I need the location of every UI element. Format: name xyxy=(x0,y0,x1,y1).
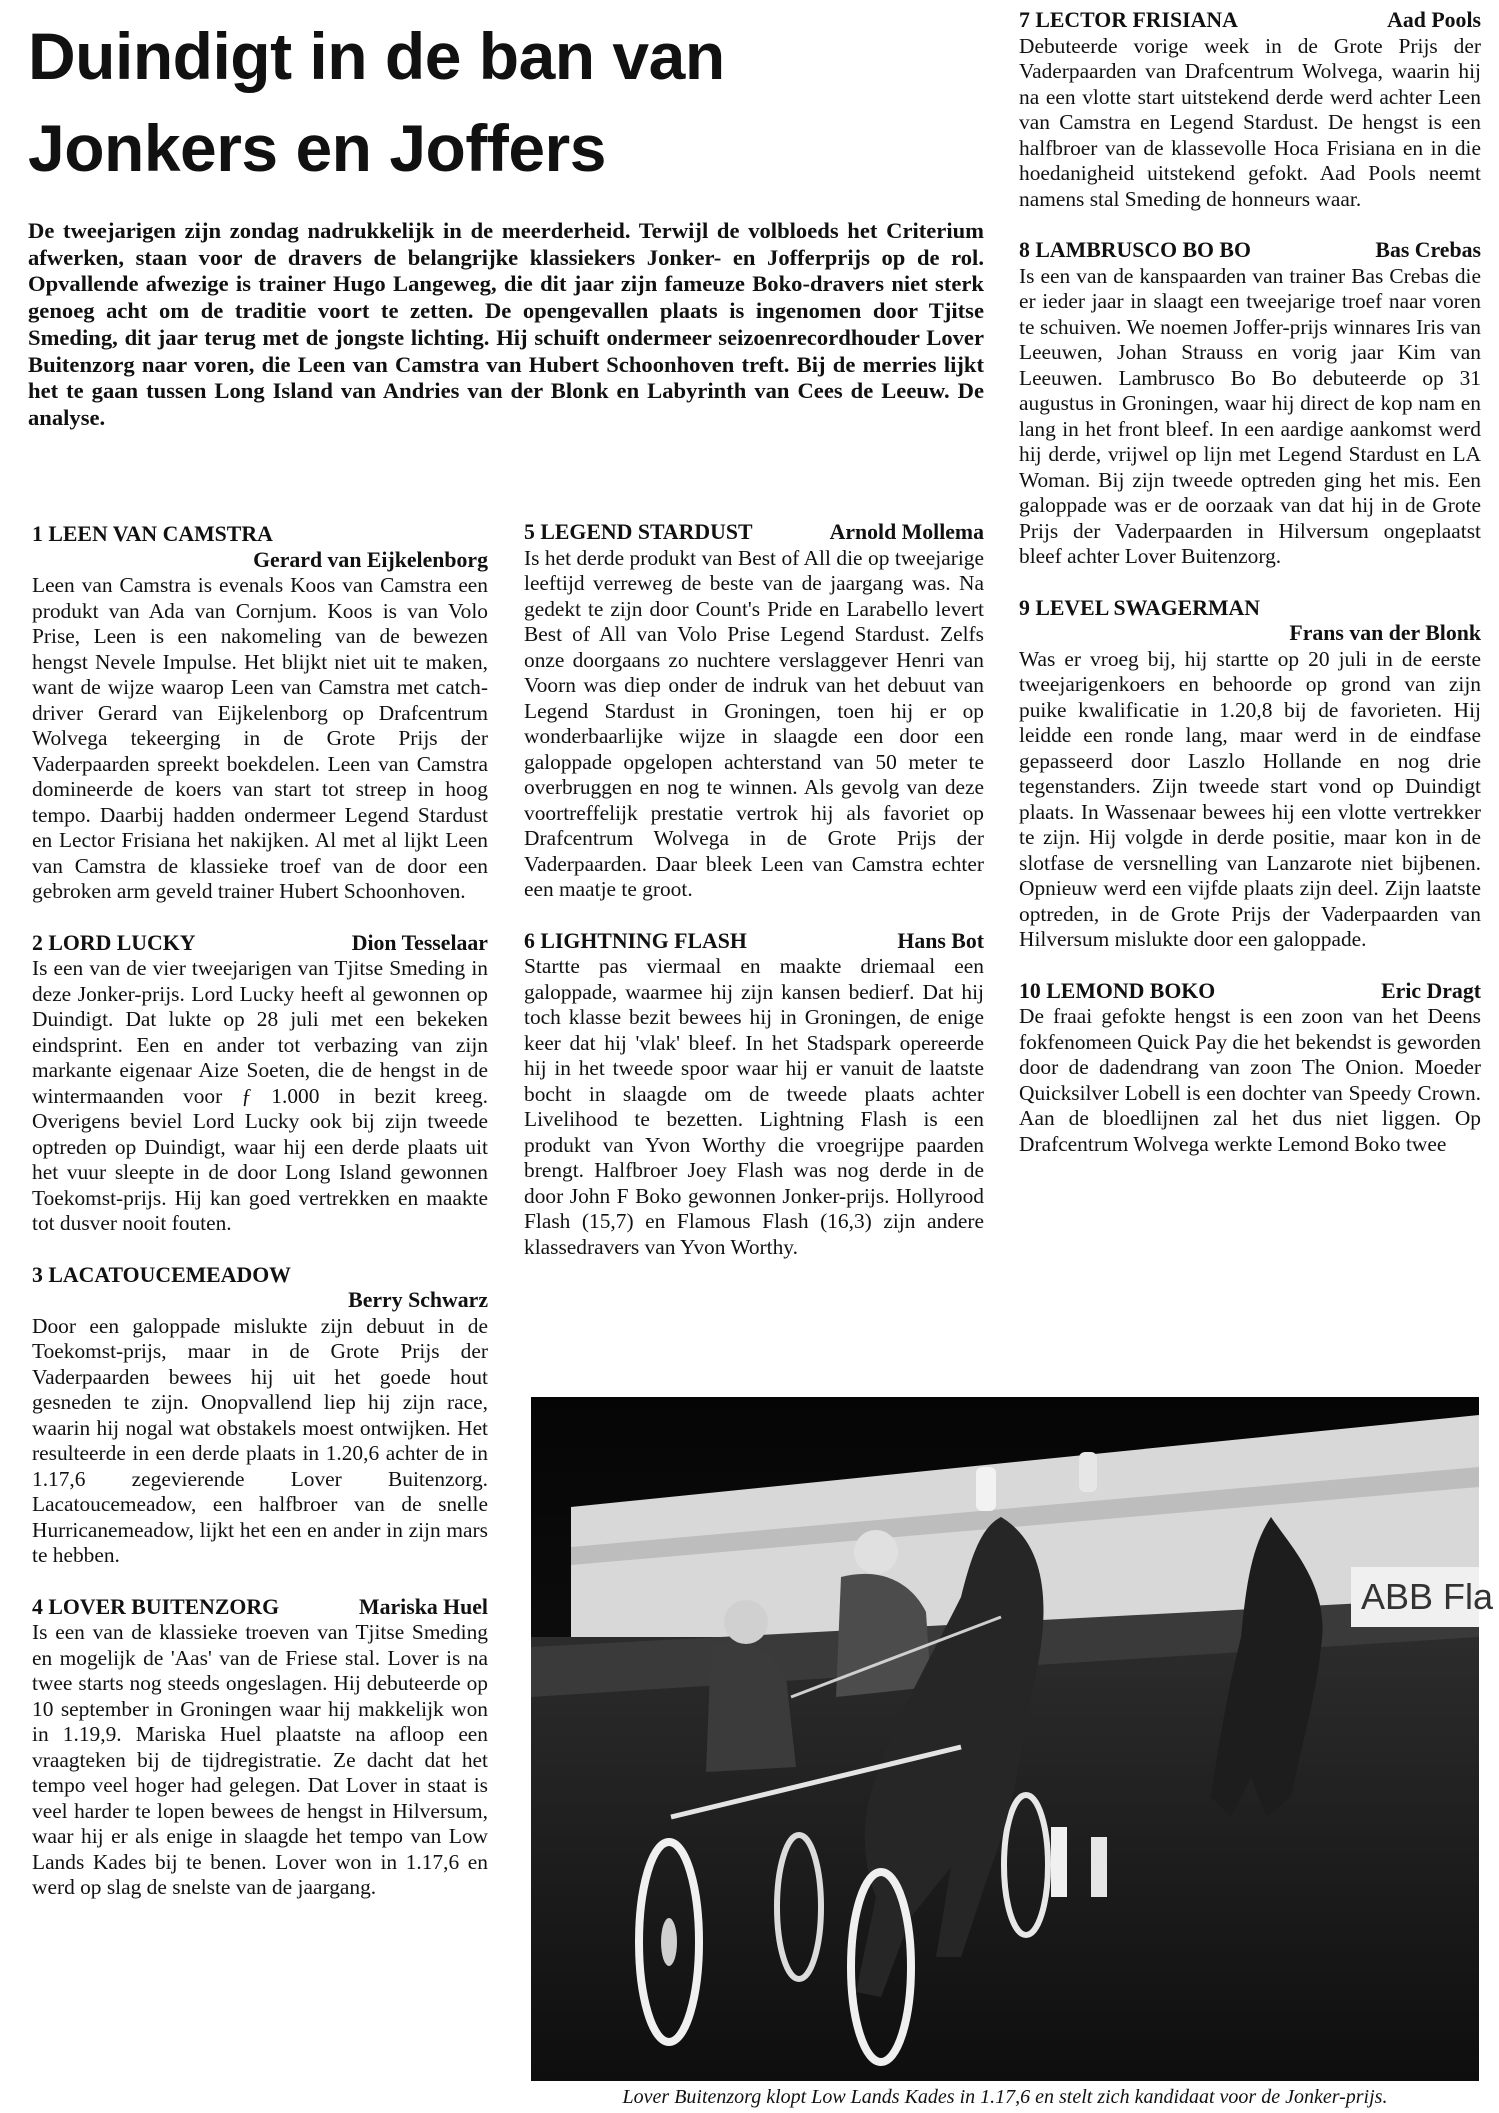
entry-driver: Hans Bot xyxy=(897,928,984,953)
entry-2 xyxy=(32,931,488,1237)
intro-paragraph: De tweejarigen zijn zondag nadrukkelijk in de meerderheid. Terwijl de volbloeds het Criterium afwerken, staan voor de dravers de belangrijke klassiekers Jonker- en Jofferprijs op de rol. Opvallende afwezige is trainer Hugo Langeweg, die dit jaar zijn fameuze Boko-dravers niet sterk genoeg acht om de traditie voort te zetten. De opengevallen plaats is ingenomen door Tjitse Smeding, dit jaar terug met de jongste lichting. Hij schuift ondermeer seizoenrecordhouder Lover Buitenzorg naar voren, die Leen van Camstra van Hubert Schoonhoven treft. Bij de merries lijkt het te gaan tussen Long Island van Andries van der Blonk en Labyrinth van Cees de Leeuw. De analyse. xyxy=(28,218,984,430)
entry-text: Is een van de vier tweejarigen van Tjitse Smeding in deze Jonker-prijs. Lord Lucky heeft al gewonnen op Duindigt. Dat lukte op 28 juli met een bekeken eindsprint. Een en ander tot verbazing van zijn markante eigenaar Aize Soeten, die de hengst in de wintermaanden voor ƒ 1.000 in bezit kreeg. Overigens beviel Lord Lucky ook bij zijn tweede optreden op Duindigt, waar hij een derde plaats uit het vuur sleepte in de door Long Island gewonnen Toekomst-prijs. Hij kan goed vertrekken en maakte tot dusver nooit fouten. xyxy=(32,956,488,1235)
entry-title: 5 LEGEND STARDUST xyxy=(524,520,753,544)
entry-driver: Dion Tesselaar xyxy=(351,930,488,955)
entry-5 xyxy=(524,520,984,903)
entry-header xyxy=(1019,979,1481,1005)
entry-driver: Mariska Huel xyxy=(359,1594,488,1619)
photo-caption: Lover Buitenzorg klopt Low Lands Kades in 1.17,6 en stelt zich kandidaat voor de Jonker-prijs. xyxy=(622,2086,1388,2108)
entry-driver: Bas Crebas xyxy=(1375,238,1481,262)
entry-title: 4 LOVER BUITENZORG xyxy=(32,1594,280,1619)
entry-4 xyxy=(32,1595,488,1901)
headline xyxy=(28,10,988,194)
entry-driver: Frans van der Blonk xyxy=(1289,621,1481,645)
entry-6 xyxy=(524,929,984,1261)
entry-driver: Gerard van Eijkelenborg xyxy=(253,547,488,572)
entry-title: 7 LECTOR FRISIANA xyxy=(1019,8,1238,32)
entry-title: 3 LACATOUCEMEADOW xyxy=(32,1262,291,1287)
entry-3 xyxy=(32,1263,488,1569)
entry-header xyxy=(1019,8,1481,34)
entry-9 xyxy=(1019,596,1481,953)
entry-driver: Arnold Mollema xyxy=(829,520,984,544)
entry-1 xyxy=(32,522,488,905)
entry-header xyxy=(32,931,488,957)
entry-driver: Eric Dragt xyxy=(1381,978,1481,1003)
entry-driver: Aad Pools xyxy=(1387,8,1481,32)
entry-text: Was er vroeg bij, hij startte op 20 juli in de eerste tweejarigenkoers en behoorde op grond van zijn puike kwalificatie in 1.20,8 bij de favorieten. Hij leidde een ronde lang, maar werd in de eindfase gepasseerd door Laszlo Hollande en nog drie tegenstanders. Zijn tweede start vond op Duindigt plaats. In Wassenaar bewees hij een vlotte vertrekker te zijn. Hij volgde in derde positie, maar kon in de slotfase de versnelling van Lanzarote niet bijbenen. Opnieuw werd een vijfde plaats zijn deel. Zijn laatste optreden, in de Grote Prijs der Vaderpaarden van Hilversum mislukte door een galoppade. xyxy=(1019,646,1481,951)
column-3 xyxy=(1019,8,1481,1183)
headline-line-2: Jonkers en Joffers xyxy=(28,111,606,185)
entry-text: Startte pas viermaal en maakte driemaal een galoppade, waarmee hij zijn kansen bedierf. Dat hij toch klasse bezit bewees hij in Groningen, de enige keer dat hij 'vlak' bleef. In het Stadspark opereerde hij in het tweede spoor waar hij er vanuit de laatste bocht in slaagde om de tweede plaats achter Livelihood te bezetten. Lightning Flash is een produkt van Yvon Worthy die vroegrijpe paarden brengt. Halfbroer Joey Flash was nog derde in de door John F Boko gewonnen Jonker-prijs. Hollyrood Flash (15,7) en Flamous Flash (16,3) zijn andere klassedravers van Yvon Worthy. xyxy=(524,954,984,1259)
entry-text: Leen van Camstra is evenals Koos van Camstra een produkt van Ada van Cornjum. Koos is van Volo Prise, Leen is een nakomeling van de bewezen hengst Nevele Impulse. Het blijkt niet uit te maken, want de wijze waarop Leen van Camstra met catch-driver Gerard van Eijkelenborg op Drafcentrum Wolvega tekeerging in de Grote Prijs der Vaderpaarden spreekt boekdelen. Leen van Camstra domineerde de koers van start tot streep in hoog tempo. Daarbij hadden ondermeer Legend Stardust en Lector Frisiana het nakijken. Al met al lijkt Leen van Camstra de klassieke troef van de door een gebroken arm geveld trainer Hubert Schoonhoven. xyxy=(32,573,488,903)
entry-header xyxy=(1019,596,1481,647)
headline-line-1: Duindigt in de ban van xyxy=(28,19,725,93)
entry-header xyxy=(524,520,984,546)
entry-title: 6 LIGHTNING FLASH xyxy=(524,928,747,953)
column-1 xyxy=(32,522,488,1927)
entry-text: Debuteerde vorige week in de Grote Prijs der Vaderpaarden van Drafcentrum Wolvega, waarin hij na een vlotte start uitstekend derde werd achter Leen van Camstra en Legend Stardust. De hengst is een halfbroer van de klassevolle Hoca Frisiana en in die hoedanigheid uitstekend gefokt. Aad Pools neemt namens stal Smeding de honneurs waar. xyxy=(1019,33,1481,211)
entry-header xyxy=(524,929,984,955)
entry-text: Is een van de klassieke troeven van Tjitse Smeding en mogelijk de 'Aas' van de Friese stal. Lover is na twee starts nog steeds ongeslagen. Hij debuteerde op 10 september in Groningen waar hij makkelijk won in 1.19,9. Mariska Huel plaatste na afloop een vraagteken bij de tijdregistratie. Ze dacht dat het tempo veel hoger had gelegen. Dat Lover in staat is veel harder te lopen bewees de hengst in Hilversum, waar hij er als enige in slaagde het tempo van Low Lands Kades bij te benen. Lover won in 1.17,6 en werd op slag de snelste van de jaargang. xyxy=(32,1620,488,1899)
race-photo xyxy=(531,1397,1494,2081)
entry-text: De fraai gefokte hengst is een zoon van het Deens fokfenomeen Quick Pay die het bekendst is geworden door de dadendrang van zoon The Onion. Moeder Quicksilver Lobell is een dochter van Speedy Crown. Aan de bloedlijnen zal het dus niet liggen. Op Drafcentrum Wolvega werkte Lemond Boko twee xyxy=(1019,1004,1481,1156)
rail-banner-text: ABB Fla xyxy=(1361,1576,1494,1617)
entry-header xyxy=(1019,238,1481,264)
entry-text: Is het derde produkt van Best of All die op tweejarige leeftijd verreweg de beste van de jaargang was. Na gedekt te zijn door Count's Pride en Larabello levert Best of All van Volo Prise Legend Stardust. Zelfs onze doorgaans zo nuchtere verslaggever Henri van Voorn was diep onder de indruk van het debuut van Legend Stardust in Groningen, toen hij er op wonderbaarlijke wijze in slaagde een door een galoppade opgelopen achterstand van 50 meter te overbruggen en nog te winnen. Als gevolg van deze voortreffelijk prestatie vertrok hij als favoriet op Drafcentrum Wolvega in de Grote Prijs der Vaderpaarden. Daar bleek Leen van Camstra echter een maatje te groot. xyxy=(524,545,984,901)
entry-header xyxy=(32,1595,488,1621)
entry-header xyxy=(32,522,488,573)
entry-title: 2 LORD LUCKY xyxy=(32,930,196,955)
entry-10 xyxy=(1019,979,1481,1158)
entry-7 xyxy=(1019,8,1481,212)
entry-title: 1 LEEN VAN CAMSTRA xyxy=(32,522,273,546)
race-photo-illustration xyxy=(531,1397,1494,2081)
entry-title: 10 LEMOND BOKO xyxy=(1019,978,1216,1003)
column-2 xyxy=(524,520,984,1286)
entry-title: 9 LEVEL SWAGERMAN xyxy=(1019,595,1261,620)
entry-header xyxy=(32,1263,488,1314)
entry-text: Door een galoppade mislukte zijn debuut in de Toekomst-prijs, maar in de Grote Prijs der Vaderpaarden bewees hij uit het goede hout gesneden te zijn. Onopvallend liep hij zijn race, waarin hij nogal wat obstakels moest ontwijken. Het resulteerde in een derde plaats in 1.20,6 achter de in 1.17,6 zegevierende Lover Buitenzorg. Lacatoucemeadow, een halfbroer van de snelle Hurricanemeadow, lijkt het een en ander in zijn mars te hebben. xyxy=(32,1313,488,1567)
entry-title: 8 LAMBRUSCO BO BO xyxy=(1019,238,1251,262)
entry-driver: Berry Schwarz xyxy=(348,1288,488,1312)
entry-8 xyxy=(1019,238,1481,570)
entry-text: Is een van de kanspaarden van trainer Bas Crebas die er ieder jaar in slaagt een tweejarige troef naar voren te schuiven. We noemen Joffer-prijs winnares Iris van Leeuwen, Johan Strauss en vorig jaar Kim van Leeuwen. Lambrusco Bo Bo debuteerde op 31 augustus in Groningen, waar hij direct de kop nam en lang in het front bleef. In een aardige aankomst werd hij derde, vrijwel op lijn met Legend Stardust en LA Woman. Bij zijn tweede optreden ging het mis. Een galoppade was er de oorzaak van dat hij in de Grote Prijs der Vaderpaarden in Hilversum ongeplaatst bleef achter Lover Buitenzorg. xyxy=(1019,263,1481,568)
